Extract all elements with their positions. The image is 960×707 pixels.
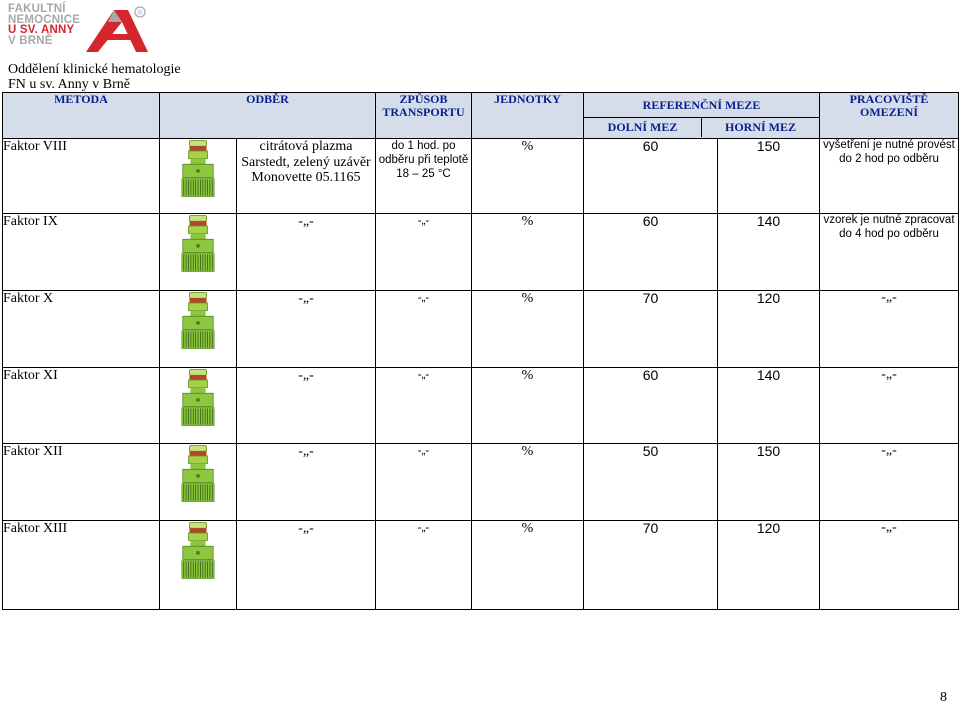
units-value: % <box>472 444 584 521</box>
green-tube-icon <box>160 214 237 291</box>
header-method: METODA <box>3 93 160 139</box>
factor-name: Faktor XIII <box>3 521 160 610</box>
sample-type: -„- <box>237 444 376 521</box>
green-tube-icon <box>179 291 217 351</box>
hospital-logo <box>8 4 148 54</box>
green-tube-icon <box>160 444 237 521</box>
transport-method: -„- <box>376 368 472 444</box>
registered-mark: ® <box>137 10 143 17</box>
units-value: % <box>472 368 584 444</box>
green-tube-icon <box>160 291 237 368</box>
upper-limit-value: 140 <box>718 214 820 291</box>
factor-name: Faktor XI <box>3 368 160 444</box>
lower-limit-value: 50 <box>584 444 718 521</box>
transport-method: -„- <box>376 291 472 368</box>
green-tube-icon <box>160 521 237 610</box>
workplace-limitation: -„- <box>820 368 959 444</box>
sample-type: -„- <box>237 214 376 291</box>
lower-limit-value: 70 <box>584 521 718 610</box>
green-tube-icon <box>179 368 217 428</box>
transport-method: do 1 hod. po odběru při teplotě 18 – 25 °C <box>376 139 472 214</box>
lower-limit-value: 60 <box>584 214 718 291</box>
upper-limit-value: 150 <box>718 139 820 214</box>
sample-type: -„- <box>237 291 376 368</box>
header-reference-range <box>584 93 820 139</box>
upper-limit-value: 140 <box>718 368 820 444</box>
header-lower-limit: DOLNÍ MEZ <box>584 117 701 137</box>
logo-line-1: FAKULTNÍ <box>8 3 66 15</box>
units-value: % <box>472 521 584 610</box>
factor-table <box>2 92 959 610</box>
units-value: % <box>472 291 584 368</box>
upper-limit-value: 120 <box>718 291 820 368</box>
header-upper-limit: HORNÍ MEZ <box>701 117 819 137</box>
header-transport: ZPŮSOB TRANSPORTU <box>376 93 472 139</box>
green-tube-icon <box>179 139 217 199</box>
table-row <box>3 521 959 610</box>
header-reference-title: REFERENČNÍ MEZE <box>642 97 761 112</box>
table-row <box>3 444 959 521</box>
table-row <box>3 214 959 291</box>
logo-line-2: NEMOCNICE <box>8 13 81 26</box>
logo-text <box>8 4 80 46</box>
upper-limit-value: 150 <box>718 444 820 521</box>
units-value: % <box>472 214 584 291</box>
green-tube-icon <box>179 214 217 274</box>
logo-line-4: V BRNĚ <box>8 34 53 47</box>
green-tube-icon <box>179 444 217 504</box>
department-header <box>8 62 181 92</box>
upper-limit-value: 120 <box>718 521 820 610</box>
workplace-limitation: vzorek je nutné zpracovat do 4 hod po odběru <box>820 214 959 291</box>
transport-method: -„- <box>376 444 472 521</box>
table-row <box>3 139 959 214</box>
table-row <box>3 368 959 444</box>
workplace-limitation: -„- <box>820 444 959 521</box>
sample-type: -„- <box>237 368 376 444</box>
header-sample: ODBĚR <box>160 93 376 139</box>
department-name: Oddělení klinické hematologie <box>8 62 181 77</box>
page-number: 8 <box>940 690 947 705</box>
header-workplace: PRACOVIŠTĚ OMEZENÍ <box>820 93 959 139</box>
lower-limit-value: 60 <box>584 139 718 214</box>
factor-name: Faktor XII <box>3 444 160 521</box>
logo-line-3: U SV. ANNY <box>8 24 75 36</box>
factor-name: Faktor X <box>3 291 160 368</box>
lower-limit-value: 70 <box>584 291 718 368</box>
units-value: % <box>472 139 584 214</box>
factor-name: Faktor VIII <box>3 139 160 214</box>
workplace-limitation: vyšetření je nutné provést do 2 hod po odběru <box>820 139 959 214</box>
factor-name: Faktor IX <box>3 214 160 291</box>
green-tube-icon <box>160 139 237 214</box>
header-units: JEDNOTKY <box>472 93 584 139</box>
table-row <box>3 291 959 368</box>
sample-type: -„- <box>237 521 376 610</box>
lower-limit-value: 60 <box>584 368 718 444</box>
green-tube-icon <box>160 368 237 444</box>
green-tube-icon <box>179 521 217 581</box>
sample-type: citrátová plazma Sarstedt, zelený uzávěr Monovette 05.1165 <box>237 139 376 214</box>
hospital-name: FN u sv. Anny v Brně <box>8 77 130 92</box>
transport-method: -„- <box>376 214 472 291</box>
logo-a-mark-icon <box>84 4 150 54</box>
workplace-limitation: -„- <box>820 521 959 610</box>
transport-method: -„- <box>376 521 472 610</box>
workplace-limitation: -„- <box>820 291 959 368</box>
